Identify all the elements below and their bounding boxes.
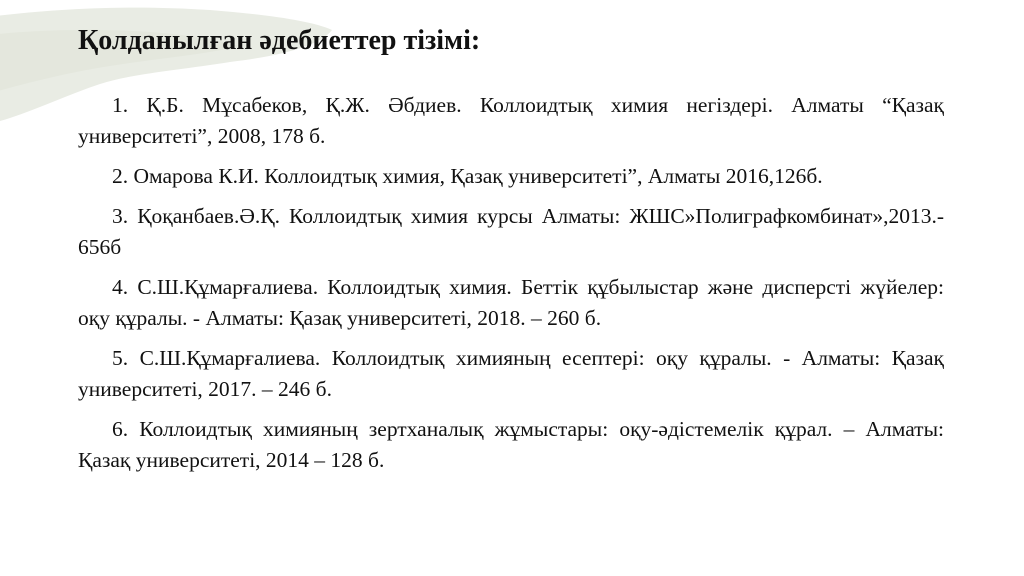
reference-item-2: 2. Омарова К.И. Коллоидтық химия, Қазақ университеті”, Алматы 2016,126б.: [112, 164, 823, 188]
reference-item-6: 6. Коллоидтық химияның зертханалық жұмыстары: оқу-әдістемелік құрал. – Алматы: Қазақ университеті, 2014 – 128 б.: [78, 417, 944, 472]
reference-item-1: 1. Қ.Б. Мұсабеков, Қ.Ж. Әбдиев. Коллоидтық химия негіздері. Алматы “Қазақ университеті”, 2008, 178 б.: [78, 93, 944, 148]
reference-item-5: 5. С.Ш.Құмарғалиева. Коллоидтық химияның есептері: оқу құралы. - Алматы: Қазақ университеті, 2017. – 246 б.: [78, 346, 944, 401]
reference-list: [78, 90, 944, 485]
reference-item-4: 4. С.Ш.Құмарғалиева. Коллоидтық химия. Беттік құбылыстар және дисперсті жүйелер: оқу құралы. - Алматы: Қазақ университеті, 2018. – 260 б.: [78, 275, 944, 330]
reference-item-3: 3. Қоқанбаев.Ә.Қ. Коллоидтық химия курсы Алматы: ЖШС»Полиграфкомбинат»,2013.- 656б: [78, 204, 944, 259]
slide-title: Қолданылған әдебиеттер тізімі:: [78, 25, 481, 56]
